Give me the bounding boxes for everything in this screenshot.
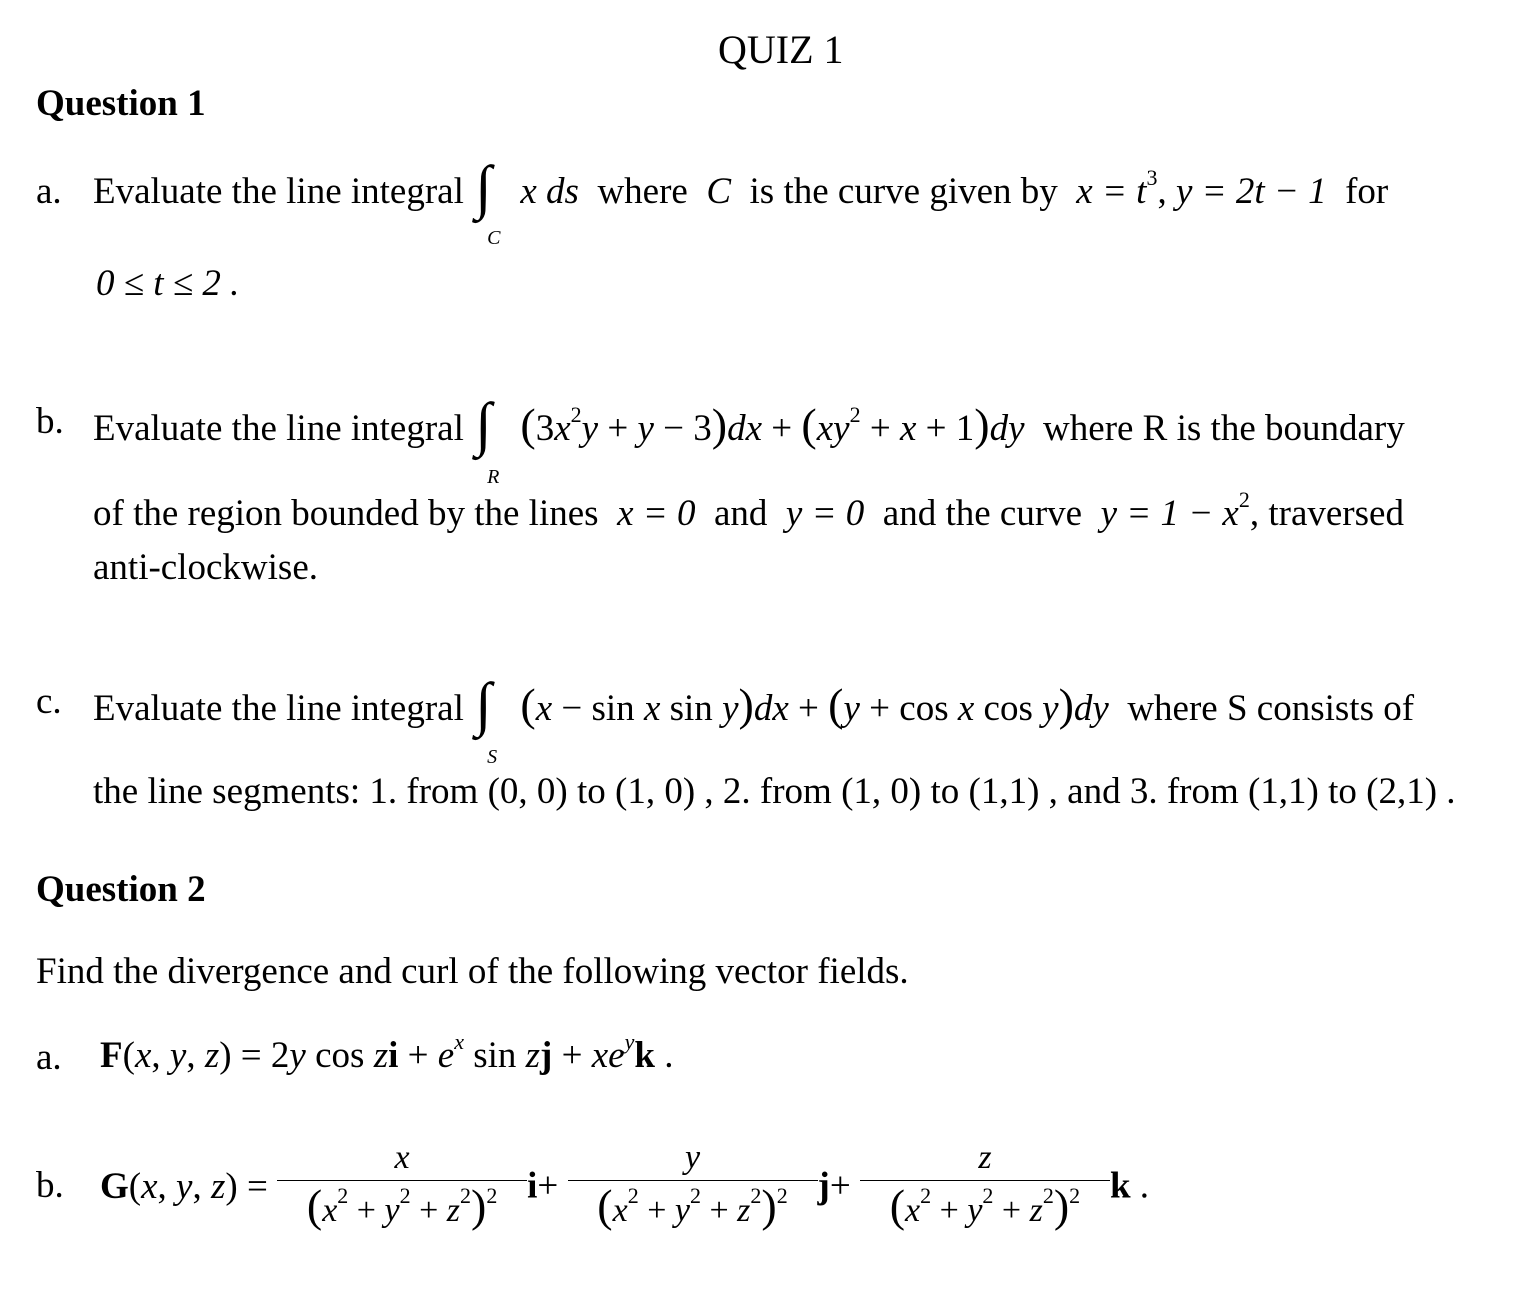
q2-part-a-field: F(x, y, z) = 2y cos zi + $e^x$ sin zj + $xe^yk$ . [100,1029,674,1076]
q1-part-c-line2: the line segments: 1. from (0, 0) to (1, 0) , 2. from (1, 0) to (1,1) , and 3. from (1,1) to (2,1) . [93,771,1456,812]
question-1-heading: Question 1 [36,83,206,124]
q1a-range: 0 ≤ t ≤ 2 . [96,263,240,304]
q1-part-b-line1 [93,390,1405,488]
unit-vector-i: i [527,1165,538,1207]
q1a-where: where [597,171,688,212]
q1a-x-equation: x = t [1076,171,1147,212]
q1a-integrand: x ds [520,171,579,212]
unit-vector-j: j [817,1165,830,1207]
q1b-eq1: x = 0 [617,493,696,534]
q1b-lead: Evaluate the line integral [93,408,464,449]
q1a-comma: , [1157,171,1167,212]
integral-subscript-r: R [487,465,500,488]
q1a-curve-var: C [706,171,732,212]
integral-sign: ∫ C [475,153,501,249]
q1c-tail: where S consists of [1127,688,1415,729]
q1a-x-exponent: 3 [1146,165,1158,190]
q1b-line2c: , traversed [1249,493,1404,534]
q1b-eq3-exponent: 2 [1238,487,1250,512]
fraction-x: $\frac{x}{(x^2 + y^2 + z^2)^2}$ [277,1136,527,1236]
integral-subscript-c: C [487,226,501,249]
question-2-heading: Question 2 [36,869,206,910]
fraction-z: $\frac{z}{(x^2 + y^2 + z^2)^2}$ [860,1136,1110,1236]
q1b-eq2: y = 0 [785,493,865,534]
q1a-middle: is the curve given by [749,171,1058,212]
q1-part-b-line2 [93,487,1404,535]
q2-part-a-label: a. [36,1037,62,1078]
integral-sign: ∫ R [475,390,500,488]
q1-part-a-line1 [93,153,1389,249]
q1b-and: and [713,493,768,534]
unit-vector-k: k [1109,1165,1131,1207]
integral-subscript-s: S [487,745,498,768]
q1-part-b-label: b. [36,401,64,442]
q1-part-a-label: a. [36,171,62,212]
q1b-tail: where R is the boundary [1043,408,1405,449]
integral-sign: ∫ S [475,670,498,768]
q1a-for: for [1345,171,1389,212]
q1b-eq3: y = 1 − x [1100,493,1239,534]
q2-part-b-field: G(x, y, z) = $\frac{x}{(x^2 + y^2 + z^2)^2}$ i+ $\frac{y}{(x^2 + y^2 + z^2)^2}$ j+ $\frac{z}{(x^2 + y^2 + z^2)^2}$ k . [100,1136,1149,1236]
q2-intro: Find the divergence and curl of the following vector fields. [36,951,909,992]
q1a-lead: Evaluate the line integral [93,171,464,212]
plus-sign: + [829,1165,851,1207]
end-period: . [1139,1165,1150,1207]
q1-part-b-line3: anti-clockwise. [93,547,318,588]
q1-part-c-label: c. [36,681,62,722]
plus-sign: + [537,1165,559,1207]
q1c-integrand: (x − sin x sin y)dx + (y + cos x cos y)dy [520,679,1109,730]
q1b-line2b: and the curve [882,493,1083,534]
q1a-y-equation: y = 2t − 1 [1175,171,1327,212]
q1-part-c-line1 [93,670,1415,768]
q1b-integrand: $(3x^2y + y - 3)dx + (xy^2 + x + 1)dy$ [520,399,1025,450]
q2-part-b-label: b. [36,1165,64,1206]
fraction-y: $\frac{y}{(x^2 + y^2 + z^2)^2}$ [568,1136,818,1236]
quiz-title: QUIZ 1 [718,27,844,72]
q1b-line2a: of the region bounded by the lines [93,493,599,534]
q1c-lead: Evaluate the line integral [93,688,464,729]
